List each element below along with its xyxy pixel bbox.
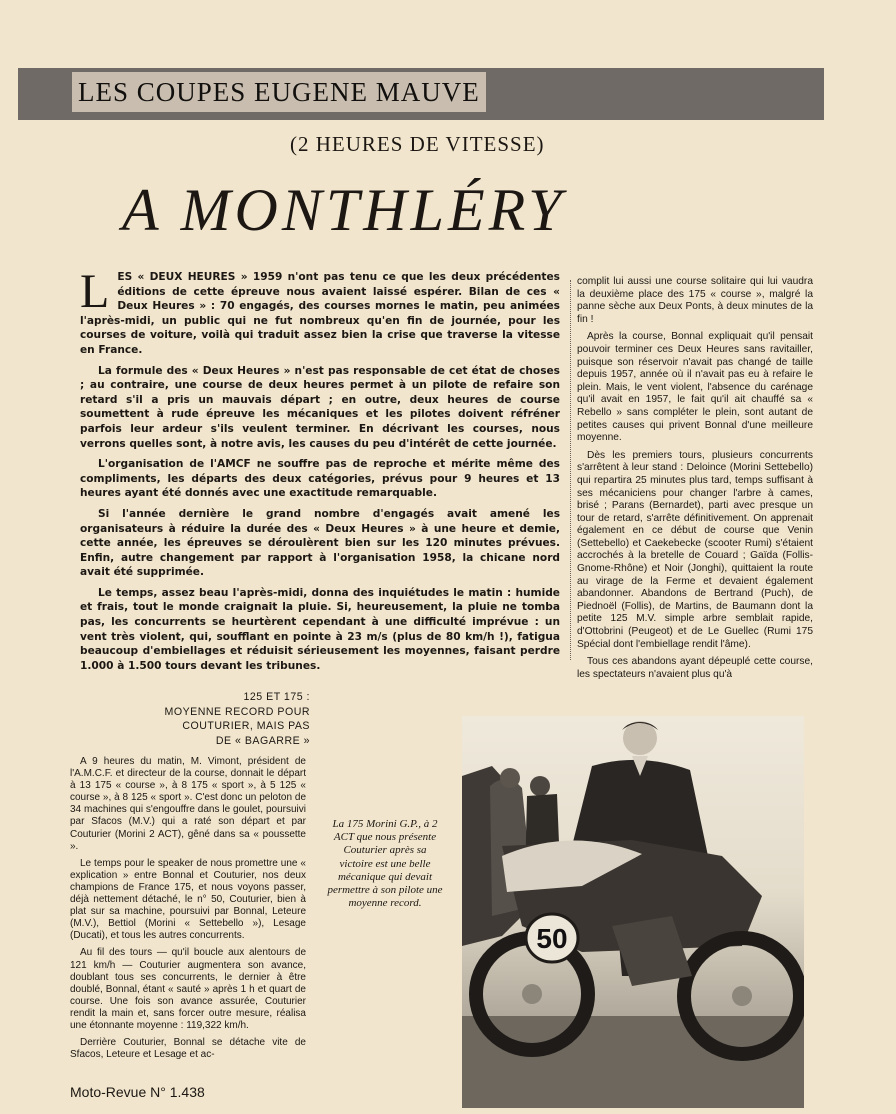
column-divider: [570, 280, 571, 660]
intro-paragraph: Le temps, assez beau l'après-midi, donna des inquiétudes le matin : humide et frais, tout le monde craignait la pluie. Si, heureusement, la pluie ne tomba pas, les concurrents se heurtèrent cependant à une difficulté imprévue : un vent très violent, qui, soufflant en pointe à 23 m/s (plus de 80 km/h !), fatigua beaucoup d'embiellages et réduisit sérieusement les moyennes, faisant perdre 1.000 à 1.500 tours devant les tribunes.: [80, 586, 560, 672]
body-paragraph: Derrière Couturier, Bonnal se détache vite de Sfacos, Leteure et Lesage et ac-: [70, 1037, 306, 1061]
spectator-head: [500, 768, 520, 788]
section-heading-line: COUTURIER, MAIS PAS: [182, 720, 310, 732]
banner-title: LES COUPES EUGENE MAUVE: [72, 72, 486, 112]
body-paragraph: complit lui aussi une course solitaire qui lui vaudra la deuxième place des 175 « course », malgré la panne sèche aux Deux Ponts, à deux minutes de la fin !: [577, 276, 813, 325]
rider-head: [623, 721, 657, 755]
article-subtitle: (2 HEURES DE VITESSE): [290, 132, 545, 156]
section-heading: [150, 690, 310, 748]
drop-cap: L: [80, 265, 110, 318]
body-paragraph: A 9 heures du matin, M. Vimont, président de l'A.M.C.F. et directeur de la course, donnait le départ à 13 175 « course », à 8 175 « sport », à 5 125 « course », à 8 125 « sport ». C'est donc un peloton de 34 machines qui s'engouffre dans le goulet, poursuivi par Sfacos (M.V.) qui a raté son départ et par Couturier (Morini 2 ACT), gêné dans sa « poussette ».: [70, 756, 306, 852]
intro-paragraph: Si l'année dernière le grand nombre d'engagés avait amené les organisateurs à réduire la durée des « Deux Heures » à une heure et demie, cette année, les épreuves se déroulèrent bien sur les 120 minutes prévues. Enfin, autre changement par rapport à l'organisation 1958, la chicane nord avait été supprimée.: [80, 507, 560, 579]
right-column: [577, 276, 813, 686]
section-heading-line: MOYENNE RECORD POUR: [164, 705, 310, 718]
race-photo: [462, 716, 804, 1108]
section-heading-line: 125 ET 175 :: [243, 691, 310, 703]
intro-paragraph: La formule des « Deux Heures » n'est pas responsable de cet état de choses ; au contraire, une course de deux heures permet à un pilote de refaire son retard s'il a pris un mauvais départ ; en outre, deux heures de course soumettent à rude épreuve les mécaniques et les pilotes doivent réfréner parfois leur ardeur s'ils veulent terminer. En décrivant les courses, nous verrons quelles sont, à notre avis, les causes du peu d'intérêt de cette journée.: [80, 364, 560, 450]
issue-footer: Moto-Revue N° 1.438: [70, 1084, 205, 1100]
body-paragraph: Après la course, Bonnal expliquait qu'il pensait pouvoir terminer ces Deux Heures sans ravitailler, puisque son réservoir n'avait pas changé de taille depuis 1957, année où il n'avait pas eu à refaire le plein. Mais, le vent violent, l'absence du carénage qu'il avait en 1957, le fait qu'il ait chauffé sa « Rebello » sans compléter le plein, sont autant de petites causes qui privent Bonnal d'une meilleure moyenne.: [577, 331, 813, 444]
article-headline: A MONTHLÉRY: [122, 177, 566, 243]
rear-hub: [732, 986, 752, 1006]
front-hub: [522, 984, 542, 1004]
intro-paragraph: L'organisation de l'AMCF ne souffre pas de reproche et mérite même des compliments, les départs des deux catégories, prévus pour 9 heures et 13 heures ayant été donnés avec une exactitude remarquable.: [80, 458, 560, 500]
body-paragraph: Le temps pour le speaker de nous promettre une « explication » entre Bonnal et Couturier, nos deux champions de France 175, et nous voyons passer, déjà nettement détaché, le n° 50, Couturier, bien à plat sur sa machine, poursuivi par Bonnal, Leteure (M.V.), Bettiol (Morini « Settebello »), Lesage (Ducati), et tous les autres concurrents.: [70, 857, 306, 942]
body-paragraph: Dès les premiers tours, plusieurs concurrents s'arrêtent à leur stand : Deloince (Morini Settebello) qui repartira 25 minutes plus tard, temps suffisant à ses mécaniciens pour changer l'arbre à cames, brisé ; Parans (Bernardet), parti avec presque un tour de retard, s'arrête définitivement. On apprenait également en ce début de course que Venin (Settebello) et Caekebecke (scooter Rumi) s'étaient accrochés à la bretelle de Couard ; Gaïda (Follis-Gnome-Rhône) et Noir (Jonghi), quittaient la route au virage de la Ferme et devaient également abandonner. Abandons de Bertrand (Puch), de Piednoël (Follis), de Martins, de Baumann dont la petite 125 M.V. simple arbre semblait rapide, d'Ottobrini (Peugeot) et de Le Guellec (Rumi 175 Spécial dont l'embiellage rendit l'âme).: [577, 449, 813, 650]
ground: [462, 1016, 804, 1108]
race-number: 50: [536, 923, 568, 954]
intro-paragraph-text: ES « DEUX HEURES » 1959 n'ont pas tenu ce que les deux précédentes éditions de cette épreuve nous avaient laissé espérer. Bilan de ces « Deux Heures » : 70 engagés, des courses mornes le matin, peu animées l'après-midi, un public qui ne fut nombreux qu'en fin de journée, pour les courses de voiture, voilà qui traduit assez bien la crise que traverse la vitesse en France.: [80, 271, 560, 356]
intro-paragraph: [80, 265, 560, 358]
section-body: [70, 756, 306, 1066]
body-paragraph: Tous ces abandons ayant dépeuplé cette course, les spectateurs n'avaient plus qu'à: [577, 656, 813, 680]
intro-text: [80, 265, 560, 679]
spectator-head: [530, 776, 550, 796]
section-heading-line: DE « BAGARRE »: [215, 734, 310, 747]
body-paragraph: Au fil des tours — qu'il boucle aux alentours de 121 km/h — Couturier augmentera son avance, doublant tous ses concurrents, le dernier à être doublé, Bonnal, étant « sauté » après 1 h et quart de course. Une fois son avance assurée, Couturier rendit la main et, sans forcer outre mesure, réalisa une étonnante moyenne : 119,322 km/h.: [70, 947, 306, 1031]
photo-caption: La 175 Morini G.P., à 2 ACT que nous présente Couturier après sa victoire est une belle mécanique qui devait permettre à son pilote une moyenne record.: [327, 818, 443, 910]
